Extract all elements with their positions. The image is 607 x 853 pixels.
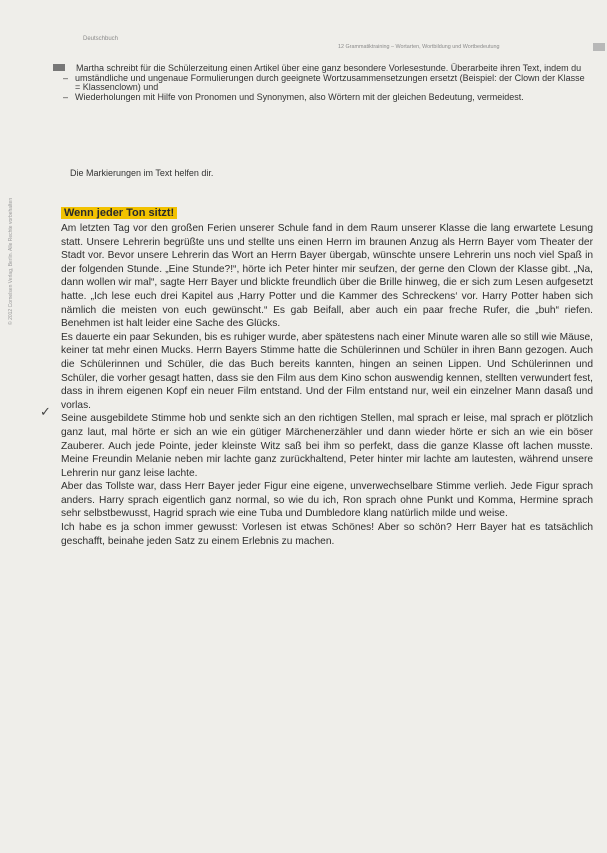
story-title: Wenn jeder Ton sitzt!	[61, 207, 177, 219]
task-instructions	[53, 64, 588, 102]
task-hint: Die Markierungen im Text helfen dir.	[70, 168, 214, 178]
chapter-title: 12 Grammatiktraining – Wortarten, Wortbildung und Wortbedeutung	[338, 44, 500, 50]
story-paragraph: Am letzten Tag vor den großen Ferien unserer Schule fand in dem Raum unserer Klasse die lang erwartete Lesung statt. Unsere Lehrerin begrüßte uns und stellte uns einen Herrn im braunen Anzug als Herrn Bayer vom Theater der Stadt vor. Bevor unsere Lehrerin das Wort an Herrn Bayer übergab, wünschte unsere Lehrerin uns noch viel Spaß in der folgenden Stunde. „Eine Stunde?!“, hörte ich Peter hinter mir seufzen, der gerne den Clown der Klasse gibt. „Na, dann wollen wir mal“, sagte Herr Bayer und blickte freundlich über die Brille hinweg, die er sich zum Lesen aufgesetzt hatte. „Ich lese euch drei Kapitel aus ‚Harry Potter und die Kammer des Schreckens‘ vor. Harry Potter haben sich nämlich die meisten von euch gewünscht.“ Es gab Beifall, aber auch ein paar freche Rufer, die „buh“ riefen. Benehmen ist halt leider eine Sache des Glücks.	[61, 223, 593, 330]
task-icon	[53, 64, 65, 71]
task-list	[63, 74, 588, 103]
task-intro: Martha schreibt für die Schülerzeitung einen Artikel über eine ganz besondere Vorlesestunde. Überarbeite ihren Text, indem du	[76, 63, 582, 73]
task-item: – umständliche und ungenaue Formulierungen durch geeignete Wortzusammensetzungen ersetzt (Beispiel: der Clown der Klasse = Klassenclown) und	[63, 74, 588, 93]
page-number-tab	[593, 43, 605, 51]
check-mark-icon: ✓	[40, 404, 51, 419]
book-title: Deutschbuch	[83, 36, 119, 42]
story-paragraph: Ich habe es ja schon immer gewusst: Vorlesen ist etwas Schönes! Aber so schön? Herr Bayer hat es tatsächlich geschafft, beinahe jeden Satz zu einem Erlebnis zu machen.	[61, 522, 593, 547]
story-paragraph: Es dauerte ein paar Sekunden, bis es ruhiger wurde, aber spätestens nach einer Minute waren alle so still wie Mäuse, keiner tat mehr einen Mucks. Herrn Bayers Stimme hatte die Schülerinnen und Schüler in ihren Bann gezogen. Auch die Schülerinnen und Schüler, die das Buch bereits kannten, hingen an seinen Lippen. Und Schülerinnen und Schüler, die vorher gesagt hatten, dass sie den Film aus dem Kino schon auswendig kennen, stellten verwundert fest, dass in ihrem eigenen Kopf ein neuer Film entstand. Und der Film entstand nur, weil ein einzelner Mann dasaß und vorlas.	[61, 331, 593, 411]
task-item: – Wiederholungen mit Hilfe von Pronomen und Synonymen, also Wörtern mit der gleichen Bedeutung, vermeidest.	[63, 93, 588, 103]
story-paragraph: Seine ausgebildete Stimme hob und senkte sich an den richtigen Stellen, mal sprach er leise, mal sprach er plötzlich ganz laut, mal hörte er sich an wie ein gütiger Märchenerzähler und dann wieder hörte er sich an wie ein böser Zauberer. Auch jede Pointe, jeder kleinste Witz saß bei ihm so perfekt, dass die ganze Klasse oft lachen musste. Meine Freundin Melanie neben mir lachte ganz zurückhaltend, Peter hinter mir lachte am lautesten, während unsere Lehrerin nur ganz leise lachte.	[61, 413, 593, 479]
story-paragraph: Aber das Tollste war, dass Herr Bayer jeder Figur eine eigene, unverwechselbare Stimme verlieh. Jede Figur sprach anders. Harry sprach eigentlich ganz normal, so wie du ich, Ron sprach ohne Punkt und Komma, Hermine sprach sehr selbstbewusst, Hagrid sprach wie eine Tuba und Dumbledore klang natürlich milde und weise.	[61, 481, 593, 520]
story-text	[61, 222, 593, 548]
copyright-notice: © 2012 Cornelsen Verlag, Berlin. Alle Rechte vorbehalten	[8, 197, 14, 325]
